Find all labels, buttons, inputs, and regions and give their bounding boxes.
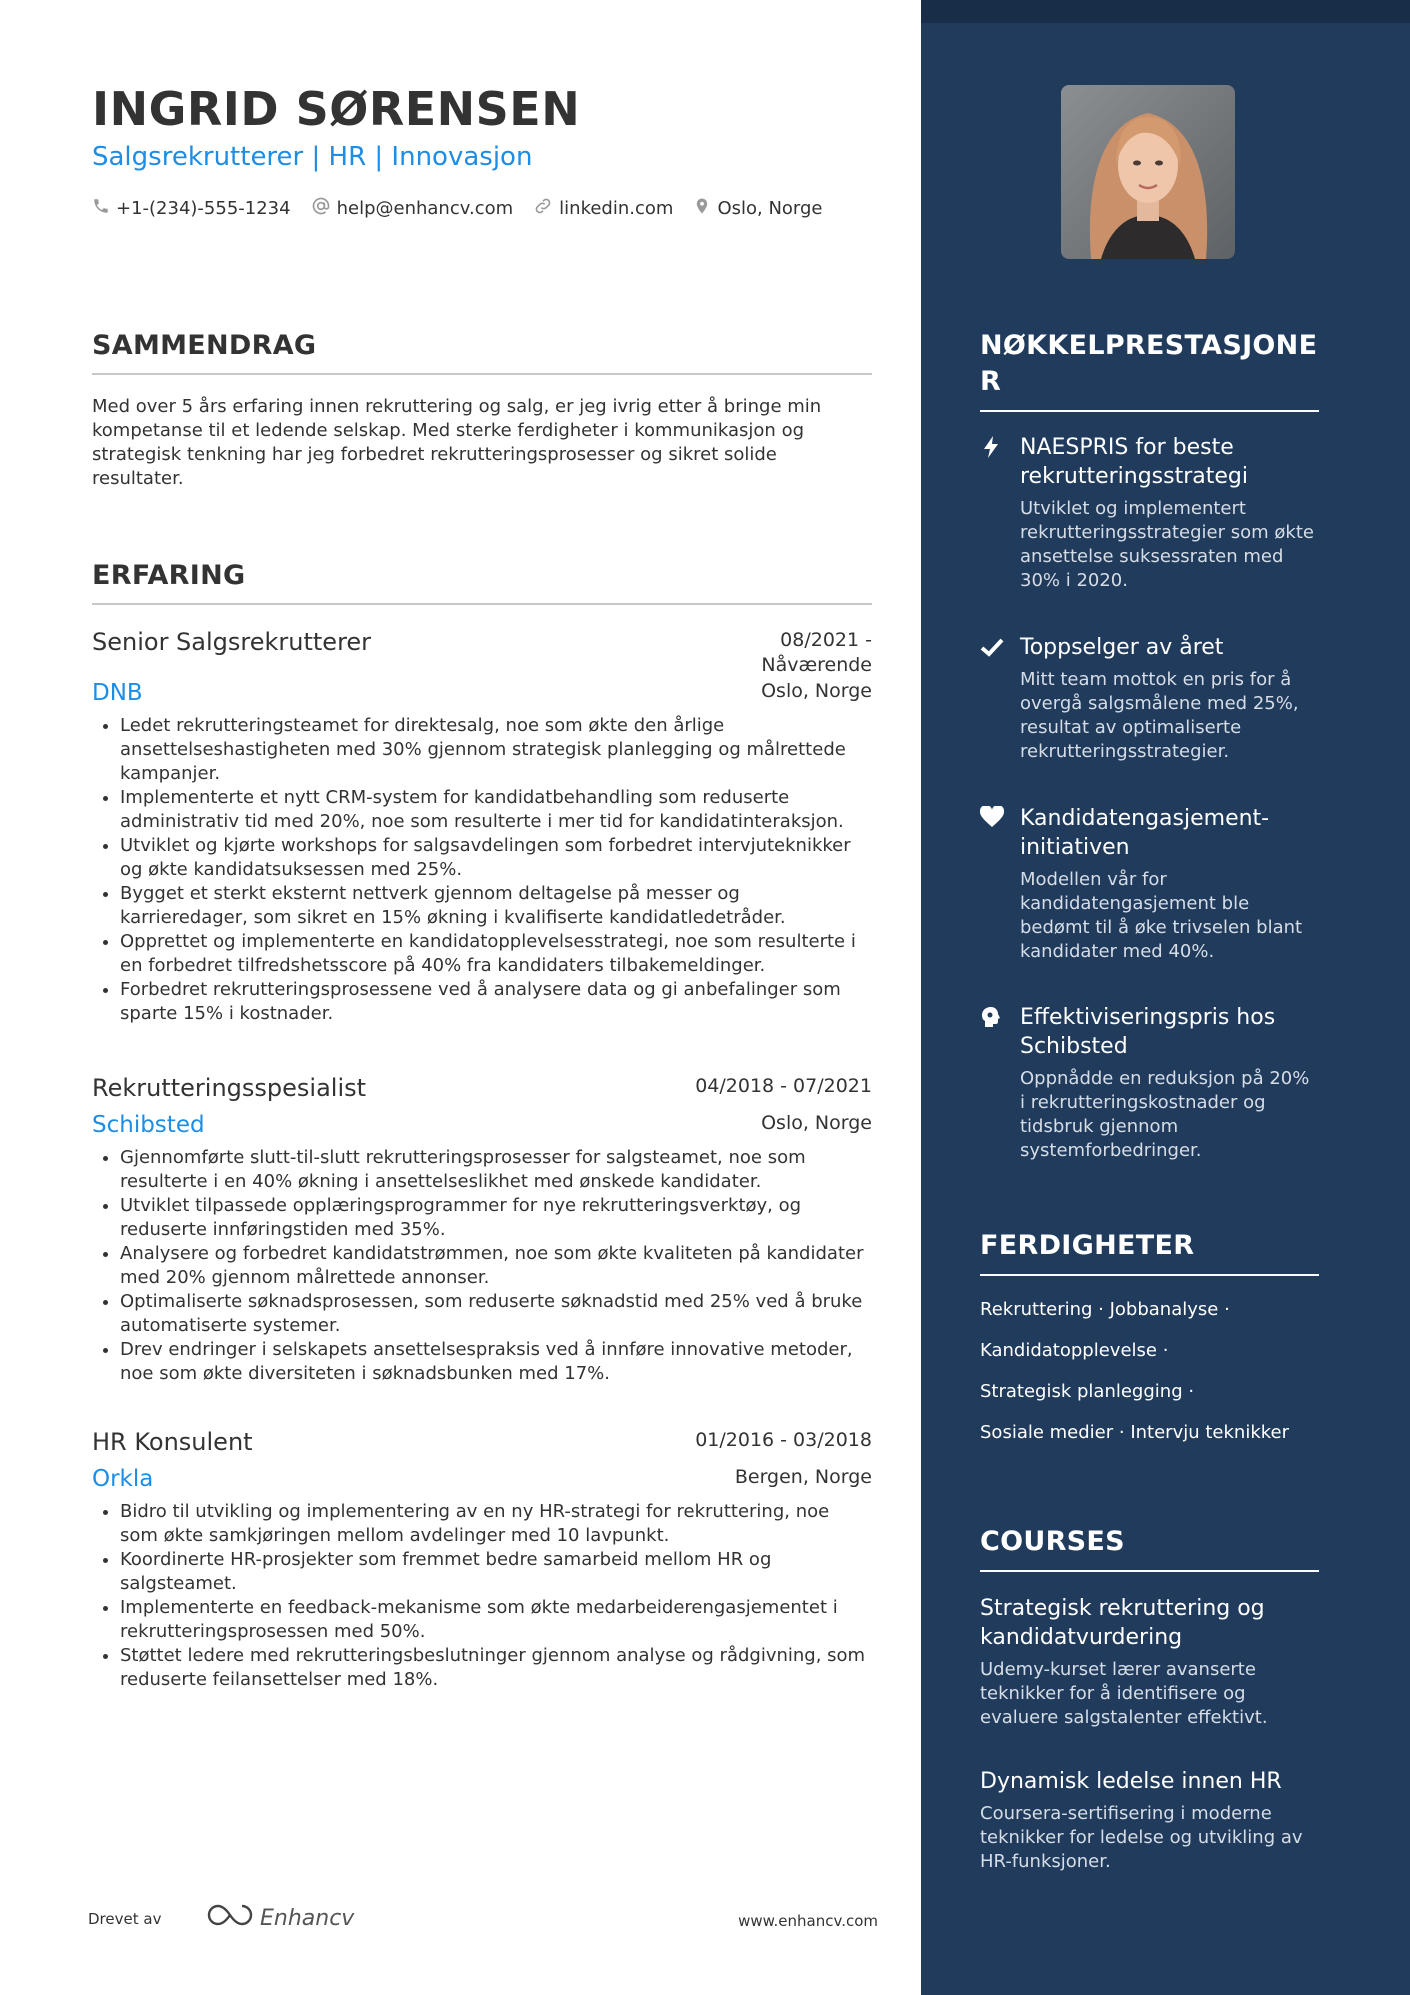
experience-section: [92, 560, 872, 605]
job-date-line: Nåværende: [761, 654, 872, 676]
summary-text: Med over 5 års erfaring innen rekruttering og salg, er jeg ivrig etter å bringe min kompetanse til et ledende selskap. Med sterke ferdigheter i kommunikasjon og strategisk tenkning har jeg forbedret rekrutteringsprosesser og sikret solide resultater.: [92, 396, 822, 489]
heart-icon: [980, 806, 1002, 830]
contact-phone[interactable]: [92, 197, 291, 220]
skills-line: Rekruttering · Jobbanalyse ·: [980, 1299, 1230, 1320]
job-bullet: • Implementerte en feedback-mekanisme som økte medarbeiderengasjementet i rekrutteringsprosessen med 50%.: [120, 1596, 872, 1644]
achievement-item: [980, 804, 1320, 964]
achievements-section: [980, 328, 1319, 412]
course-title: Strategisk rekruttering og kandidatvurdering: [980, 1596, 1265, 1650]
sidebar: [921, 0, 1410, 1995]
job-bullet: • Optimaliserte søknadsprosessen, som reduserte søknadstid med 25% ved å bruke automatiserte systemer.: [120, 1290, 872, 1338]
job-dates: 04/2018 - 07/2021: [695, 1075, 872, 1097]
candidate-tagline: Salgsrekrutterer | HR | Innovasjon: [92, 142, 533, 172]
job-bullet: • Ledet rekrutteringsteamet for direktesalg, noe som økte den årlige ansettelseshastigheten med 30% gjennom strategisk planlegging og målrettede kampanjer.: [120, 714, 872, 786]
linkedin-text: linkedin.com: [559, 198, 674, 219]
contact-bar: [92, 196, 843, 221]
skills-line: Sosiale medier · Intervju teknikker: [980, 1422, 1289, 1443]
skills-line: Kandidatopplevelse ·: [980, 1340, 1169, 1361]
job-header: [92, 628, 872, 680]
job-bullet: • Utviklet og kjørte workshops for salgsavdelingen som forbedret intervjuteknikker og økte kandidatsuksessen med 25%.: [120, 834, 872, 882]
courses-section: [980, 1524, 1319, 1572]
bolt-icon: [980, 435, 1002, 459]
job-bullet: • Opprettet og implementerte en kandidatopplevelsesstrategi, noe som resulterte i en forbedret tilfredshetsscore på 40% fra kandidaters tilbakemeldinger.: [120, 930, 872, 978]
email-text: help@enhancv.com: [336, 198, 514, 219]
summary-heading: SAMMENDRAG: [92, 330, 317, 361]
candidate-name: INGRID SØRENSEN: [92, 82, 581, 136]
website-link[interactable]: www.enhancv.com: [738, 1912, 878, 1930]
job-bullet: • Bygget et sterkt eksternt nettverk gjennom deltagelse på messer og karrieredager, som sikret en 15% økning i kvalifiserte kandidatledetråder.: [120, 882, 872, 930]
brain-icon: [980, 1005, 1002, 1029]
job-bullet: • Forbedret rekrutteringsprosessene ved å analysere data og gi anbefalinger som sparte 15% i kostnader.: [120, 978, 872, 1026]
achievement-title: Effektiviseringspris hos Schibsted: [1020, 1005, 1276, 1059]
powered-by-label: Drevet av: [88, 1910, 162, 1928]
job-bullet: • Koordinerte HR-prosjekter som fremmet bedre samarbeid mellom HR og salgsteamet.: [120, 1548, 872, 1596]
job-subheader: [92, 1112, 872, 1146]
location-text: Oslo, Norge: [717, 198, 823, 219]
courses-heading: COURSES: [980, 1526, 1125, 1557]
achievement-title: Kandidatengasjement-initiativen: [1020, 806, 1270, 860]
section-divider: [980, 1570, 1319, 1572]
check-icon: [980, 635, 1002, 659]
achievement-description: Oppnådde en reduksjon på 20% i rekrutteringskostnader og tidsbruk gjennom systemforbedringer.: [1020, 1068, 1310, 1161]
job-company: Schibsted: [92, 1112, 205, 1138]
section-divider: [980, 1274, 1319, 1276]
achievement-title: NAESPRIS for beste rekrutteringsstrategi: [1020, 435, 1248, 489]
course-description: Coursera-sertifisering i moderne teknikker for ledelse og utvikling av HR-funksjoner.: [980, 1803, 1303, 1872]
job-bullets: [92, 1500, 872, 1692]
achievement-title: Toppselger av året: [1020, 635, 1224, 660]
experience-entry: [92, 1428, 872, 1692]
job-bullet: • Analysere og forbedret kandidatstrømmen, noe som økte kvaliteten på kandidater med 20% gjennom målrettede annonser.: [120, 1242, 872, 1290]
summary-section: [92, 330, 872, 491]
sidebar-top-band: [921, 0, 1410, 23]
job-bullet: • Utviklet tilpassede opplæringsprogrammer for nye rekrutteringsverktøy, og reduserte innføringstiden med 35%.: [120, 1194, 872, 1242]
job-subheader: [92, 680, 872, 714]
achievements-heading: [980, 328, 1319, 400]
job-subheader: [92, 1466, 872, 1500]
achievement-item: [980, 633, 1320, 764]
course-title: Dynamisk ledelse innen HR: [980, 1769, 1282, 1794]
achievement-item: [980, 1003, 1320, 1163]
job-bullet: • Støttet ledere med rekrutteringsbeslutninger gjennom analyse og rådgivning, som reduserte feilansettelser med 18%.: [120, 1644, 872, 1692]
course-item: [980, 1767, 1320, 1874]
contact-location: [693, 196, 822, 221]
achievements-heading-line: NØKKELPRESTASJONE: [980, 330, 1318, 361]
job-location: Bergen, Norge: [734, 1466, 872, 1488]
job-header: [92, 1074, 872, 1112]
section-divider: [980, 410, 1319, 412]
achievements-heading-line: R: [980, 366, 1002, 397]
profile-photo: [1061, 85, 1235, 259]
job-title: Rekrutteringsspesialist: [92, 1074, 367, 1102]
job-bullet: • Drev endringer i selskapets ansettelsespraksis ved å innføre innovative metoder, noe som økte diversiteten i søknadsbunken med 17%.: [120, 1338, 872, 1386]
infinity-logo-icon: [206, 1902, 254, 1934]
job-bullet: • Implementerte et nytt CRM-system for kandidatbehandling som reduserte administrativ tid med 20%, noe som resulterte i mer tid for kandidatinteraksjon.: [120, 786, 872, 834]
achievement-description: Utviklet og implementert rekrutteringsstrategier som økte ansettelse suksessraten med 30% i 2020.: [1020, 498, 1314, 591]
job-bullets: [92, 714, 872, 1026]
section-divider: [92, 603, 872, 605]
job-location: Oslo, Norge: [761, 1112, 872, 1134]
phone-text: +1-(234)-555-1234: [116, 198, 291, 219]
at-icon: [311, 196, 337, 221]
achievement-description: Modellen vår for kandidatengasjement ble bedømt til å øke trivselen blant kandidater med 40%.: [1020, 869, 1303, 962]
job-company: Orkla: [92, 1466, 154, 1492]
job-company: DNB: [92, 680, 143, 706]
experience-entry: [92, 1074, 872, 1386]
job-location: Oslo, Norge: [761, 680, 872, 702]
job-title: Senior Salgsrekrutterer: [92, 628, 372, 656]
job-bullet: • Bidro til utvikling og implementering av en ny HR-strategi for rekruttering, noe som økte samkjøringen mellom avdelinger med 10 lavpunkt.: [120, 1500, 872, 1548]
achievement-item: [980, 433, 1320, 593]
link-icon: [533, 196, 559, 221]
job-title: HR Konsulent: [92, 1428, 253, 1456]
skills-list: [980, 1298, 1320, 1462]
section-divider: [92, 373, 872, 375]
skills-section: [980, 1228, 1319, 1276]
location-pin-icon: [693, 196, 717, 221]
brand-logo[interactable]: [206, 1902, 354, 1934]
job-dates: [761, 628, 872, 678]
phone-icon: [92, 197, 116, 220]
skills-heading: FERDIGHETER: [980, 1230, 1195, 1261]
job-date-line: 08/2021 -: [780, 629, 872, 651]
job-header: [92, 1428, 872, 1466]
skills-line: Strategisk planlegging ·: [980, 1381, 1195, 1402]
course-item: [980, 1594, 1320, 1730]
course-description: Udemy-kurset lærer avanserte teknikker for å identifisere og evaluere salgstalenter effektivt.: [980, 1659, 1268, 1728]
footer: [88, 1900, 878, 1940]
job-bullet: • Gjennomførte slutt-til-slutt rekrutteringsprosesser for salgsteamet, noe som resulterte i en 40% økning i ansettelseslikhet med ønskede kandidater.: [120, 1146, 872, 1194]
contact-email[interactable]: [311, 196, 514, 221]
contact-linkedin[interactable]: [533, 196, 673, 221]
experience-heading: ERFARING: [92, 560, 246, 591]
brand-name: Enhancv: [260, 1905, 355, 1931]
experience-entry: [92, 628, 872, 1026]
achievement-description: Mitt team mottok en pris for å overgå salgsmålene med 25%, resultat av optimaliserte rekrutteringsstrategier.: [1020, 669, 1299, 762]
job-dates: 01/2016 - 03/2018: [695, 1429, 872, 1451]
job-bullets: [92, 1146, 872, 1386]
